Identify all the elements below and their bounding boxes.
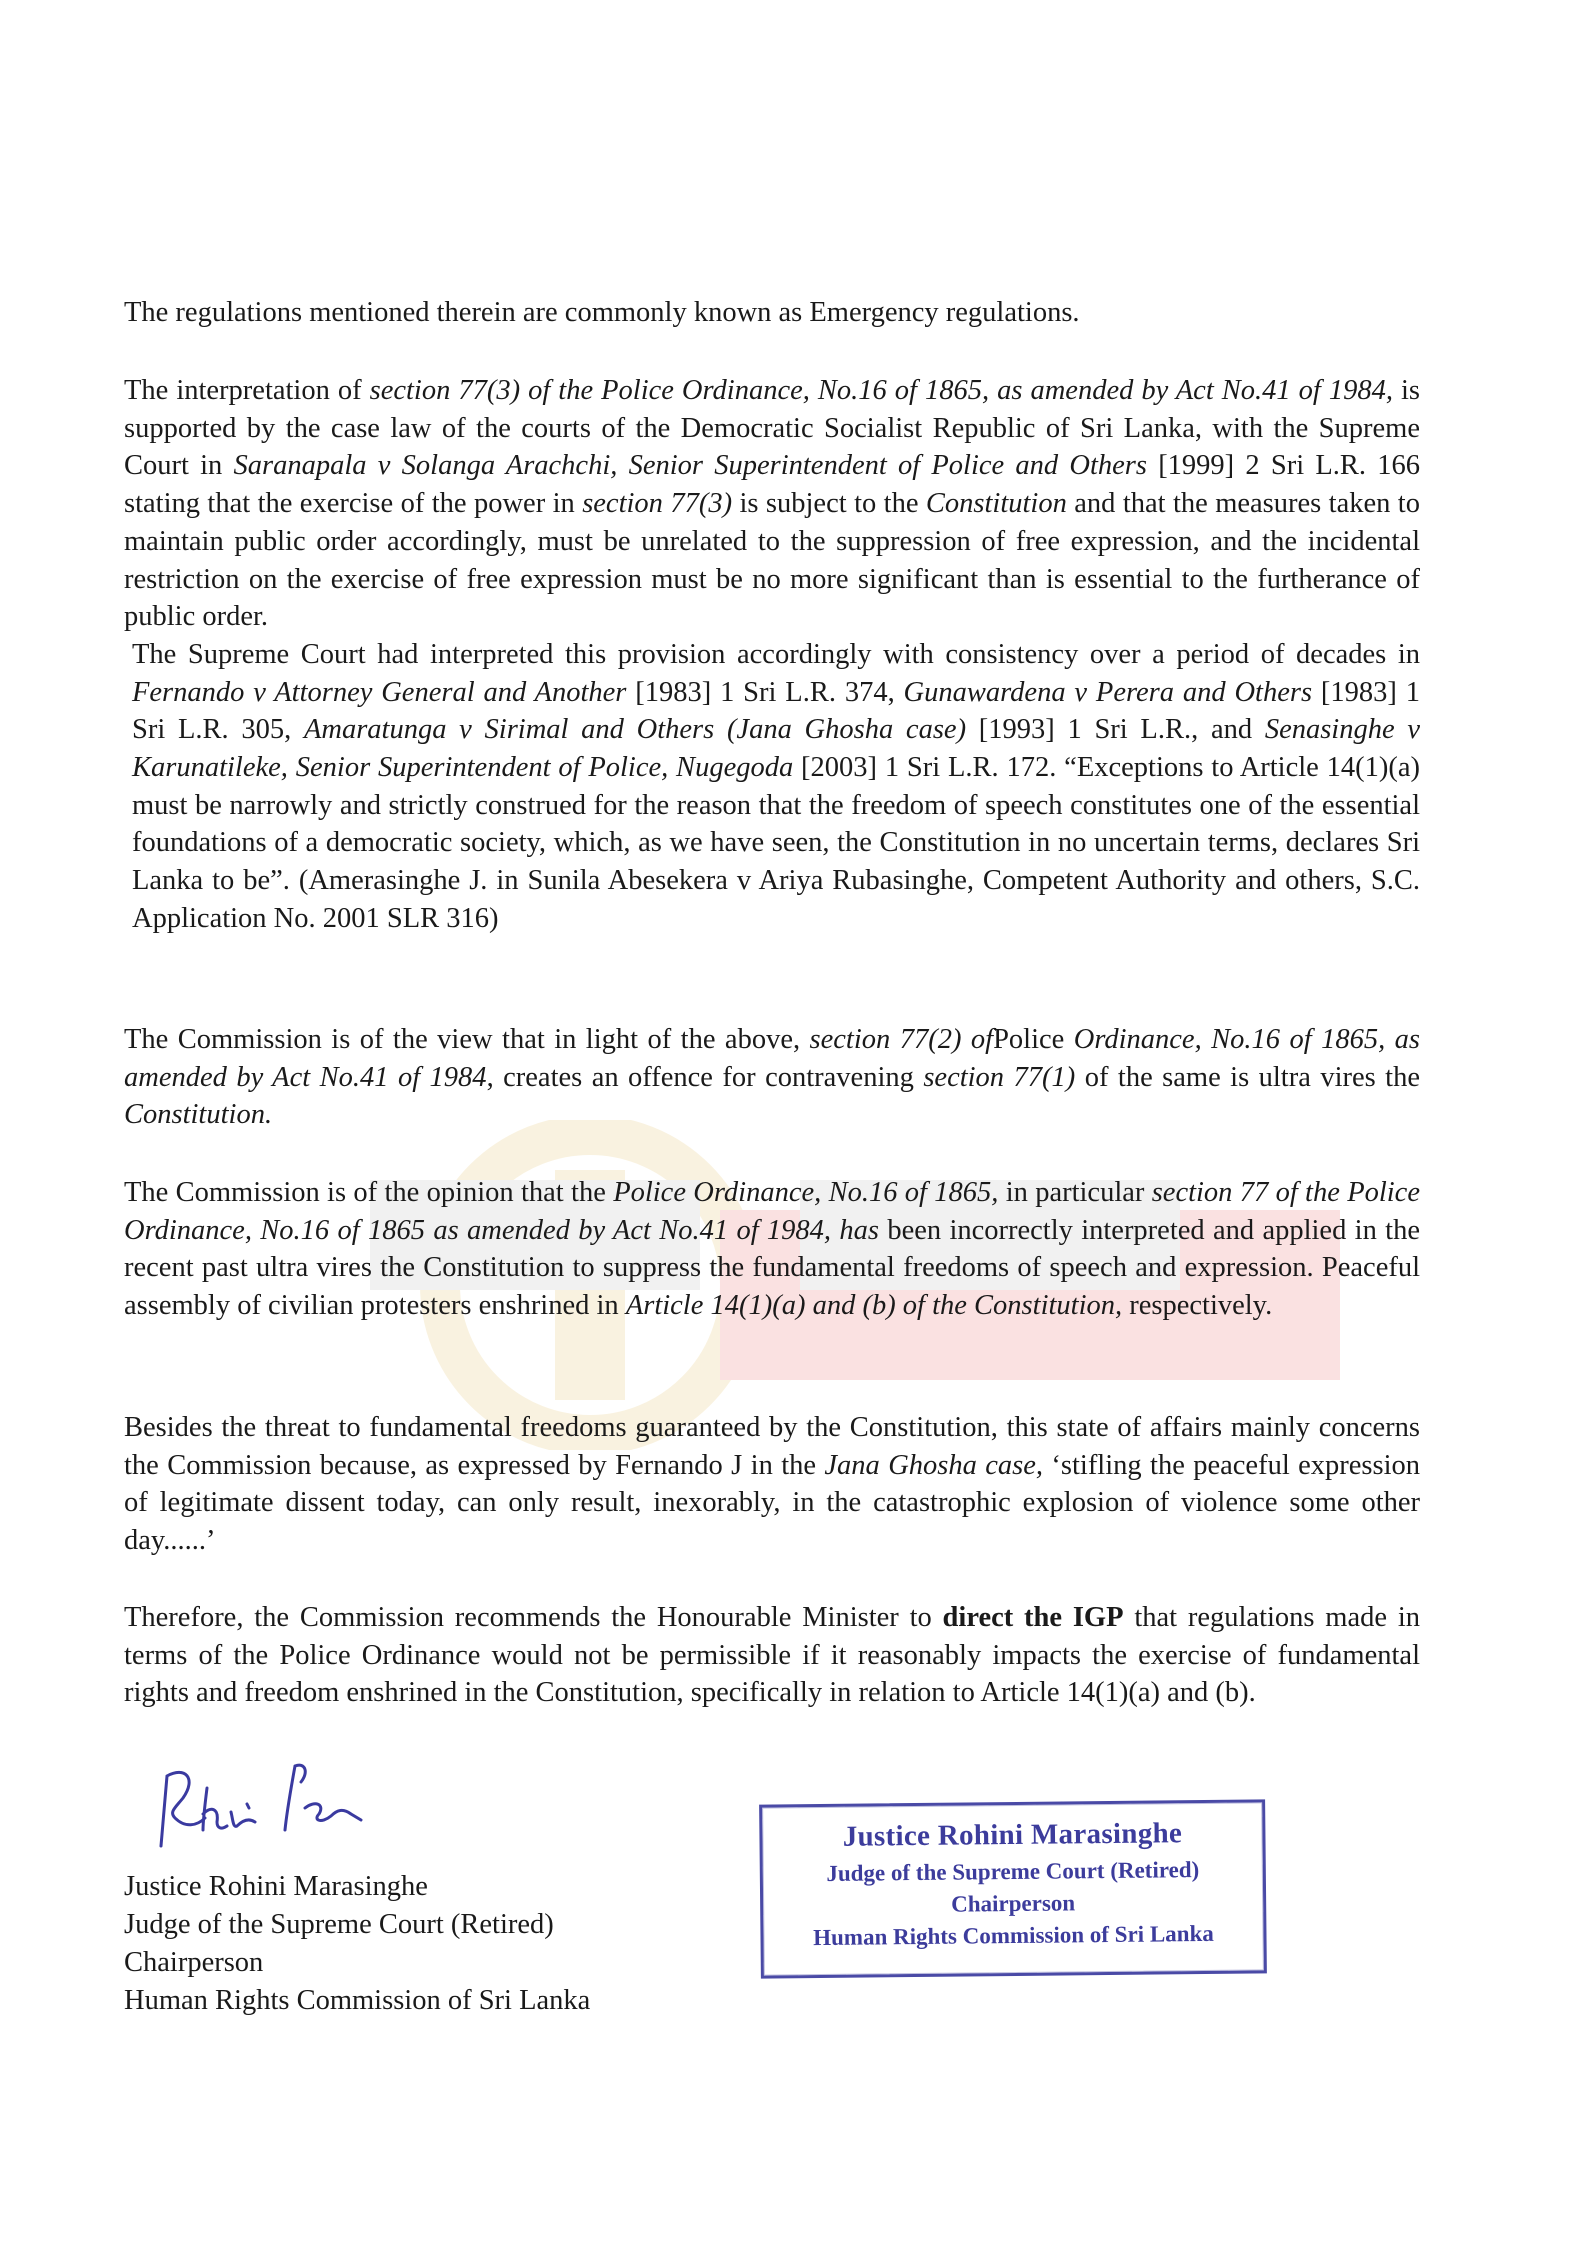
text-run: that regulations made in terms of the Police Ordinance would not be permissible if it reasonably impacts the exercise of fundamental rights and freedom enshrined in the Constitution, specifically in relation to Article 14(1)(a) and (b). bbox=[124, 1602, 1420, 1709]
paragraph-text-continued bbox=[124, 636, 1420, 938]
paragraph-threat-to-freedoms bbox=[124, 1409, 1420, 1560]
paragraph-text: The regulations mentioned therein are commonly known as Emergency regulations. bbox=[124, 297, 1080, 328]
italic-citation: section 77(3) bbox=[582, 488, 733, 520]
text-run: ‘stifling the peaceful expression of legitimate dissent today, can only result, inexorably, in the catastrophic explosion of violence some other day......’ bbox=[124, 1449, 1421, 1557]
handwritten-signature bbox=[145, 1748, 385, 1858]
signatory-name: Justice Rohini Marasinghe bbox=[124, 1871, 428, 1902]
text-run: been incorrectly interpreted and applied in the recent past ultra vires the Constitution to suppress the fundamental freedoms of speech and expression. Peaceful assembly of civilian protesters enshrined in bbox=[124, 1214, 1420, 1322]
text-run: The interpretation of bbox=[124, 375, 370, 406]
text-run: The Commission is of the view that in light of the above, bbox=[124, 1024, 810, 1055]
stamp-name: Justice Rohini Marasinghe bbox=[842, 1817, 1183, 1853]
italic-citation: section 77(2) of bbox=[809, 1024, 994, 1055]
paragraph-text bbox=[124, 372, 1420, 636]
text-run: The Commission is of the opinion that the bbox=[124, 1177, 614, 1208]
italic-case-name: Amaratunga v Sirimal and Others (Jana Ghosha case) bbox=[303, 714, 967, 746]
signatory-organization: Human Rights Commission of Sri Lanka bbox=[124, 1985, 591, 2016]
text-run: Besides the threat to fundamental freedoms guaranteed by the Constitution, this state of affairs mainly concerns the Commission because, as expressed by Fernando J in the bbox=[124, 1412, 1420, 1481]
signatory-title: Judge of the Supreme Court (Retired) bbox=[124, 1909, 554, 1940]
text-run: and that the measures taken to maintain public order accordingly, must be unrelated to the suppression of free expression, and the incidental restriction on the exercise of free expression must be no more significant than is essential to the furtherance of public order. bbox=[124, 488, 1420, 633]
italic-term: Constitution bbox=[925, 488, 1067, 520]
official-rubber-stamp bbox=[759, 1799, 1267, 1978]
italic-citation: section 77 of the Police Ordinance, No.16 of 1865 as amended by Act No.41 of 1984, has bbox=[124, 1177, 1420, 1246]
text-run: [1993] 1 Sri L.R., and bbox=[966, 714, 1265, 746]
paragraph-recommendation bbox=[124, 1599, 1420, 1712]
italic-case-name: Jana Ghosha case, bbox=[824, 1449, 1044, 1481]
paragraph-section-77-3-interpretation bbox=[124, 372, 1420, 938]
text-run: [1999] 2 Sri L.R. 166 stating that the exercise of the power in bbox=[124, 450, 1420, 520]
text-run: The Supreme Court had interpreted this provision accordingly with consistency over a period of decades in bbox=[132, 638, 1420, 670]
paragraph-commission-opinion bbox=[124, 1174, 1420, 1325]
text-run: , creates an offence for contravening bbox=[486, 1061, 924, 1093]
text-run: is supported by the case law of the courts of the Democratic Socialist Republic of Sri Lanka, with the Supreme Court in bbox=[124, 375, 1421, 482]
text-run: [1983] 1 Sri L.R. 374, bbox=[626, 676, 904, 708]
text-run: respectively. bbox=[1122, 1290, 1273, 1322]
italic-citation: Ordinance, No.16 of 1865, as amended by Act No.41 of 1984 bbox=[124, 1024, 1420, 1093]
italic-case-name: Saranapala v Solanga Arachchi, Senior Superintendent of Police and Others bbox=[233, 450, 1147, 482]
paragraph-text bbox=[124, 1174, 1420, 1325]
italic-case-name: Senasinghe v Karunatileke, Senior Superintendent of Police, Nugegoda bbox=[132, 714, 1420, 784]
text-run: Therefore, the Commission recommends the Honourable Minister to bbox=[124, 1602, 943, 1633]
text-run: is subject to the bbox=[732, 488, 926, 520]
text-run: [2003] 1 Sri L.R. 172. “Exceptions to Article 14(1)(a) must be narrowly and strictly construed for the reason that the freedom of speech constitutes one of the essential foundations of a democratic society, which, as we have seen, the Constitution in no uncertain terms, declares Sri Lanka to be”. (Amerasinghe J. in Sunila Abesekera v Ariya Rubasinghe, Competent Authority and others, S.C. Application No. 2001 SLR 316) bbox=[132, 752, 1421, 934]
paragraph-emergency-regulations bbox=[124, 294, 1420, 332]
italic-term: Constitution. bbox=[124, 1099, 273, 1131]
signatory-role: Chairperson bbox=[124, 1947, 264, 1978]
bold-directive: direct the IGP bbox=[942, 1602, 1124, 1633]
text-run: [1983] 1 Sri L.R. 305, bbox=[132, 676, 1420, 746]
italic-citation: section 77(3) of the Police Ordinance, No.16 of 1865, as amended by Act No.41 of 1984, bbox=[369, 375, 1393, 406]
paragraph-section-77-2-view bbox=[124, 1021, 1420, 1134]
text-run: in particular bbox=[998, 1177, 1152, 1208]
italic-case-name: Gunawardena v Perera and Others bbox=[903, 676, 1313, 708]
paragraph-text bbox=[124, 1409, 1420, 1560]
text-run: Police bbox=[993, 1024, 1074, 1055]
paragraph-text bbox=[124, 1021, 1420, 1134]
italic-case-name: Fernando v Attorney General and Another bbox=[132, 676, 627, 708]
italic-citation: Article 14(1)(a) and (b) of the Constitution, bbox=[625, 1290, 1123, 1322]
paragraph-text bbox=[124, 1599, 1420, 1712]
stamp-organization: Human Rights Commission of Sri Lanka bbox=[813, 1920, 1214, 1951]
italic-citation: Police Ordinance, No.16 of 1865, bbox=[613, 1177, 999, 1208]
stamp-title: Judge of the Supreme Court (Retired) bbox=[826, 1857, 1200, 1886]
stamp-role: Chairperson bbox=[951, 1890, 1076, 1917]
italic-citation: section 77(1) bbox=[923, 1061, 1076, 1093]
signatory-block bbox=[124, 1868, 590, 2020]
text-run: of the same is ultra vires the bbox=[1075, 1061, 1420, 1093]
